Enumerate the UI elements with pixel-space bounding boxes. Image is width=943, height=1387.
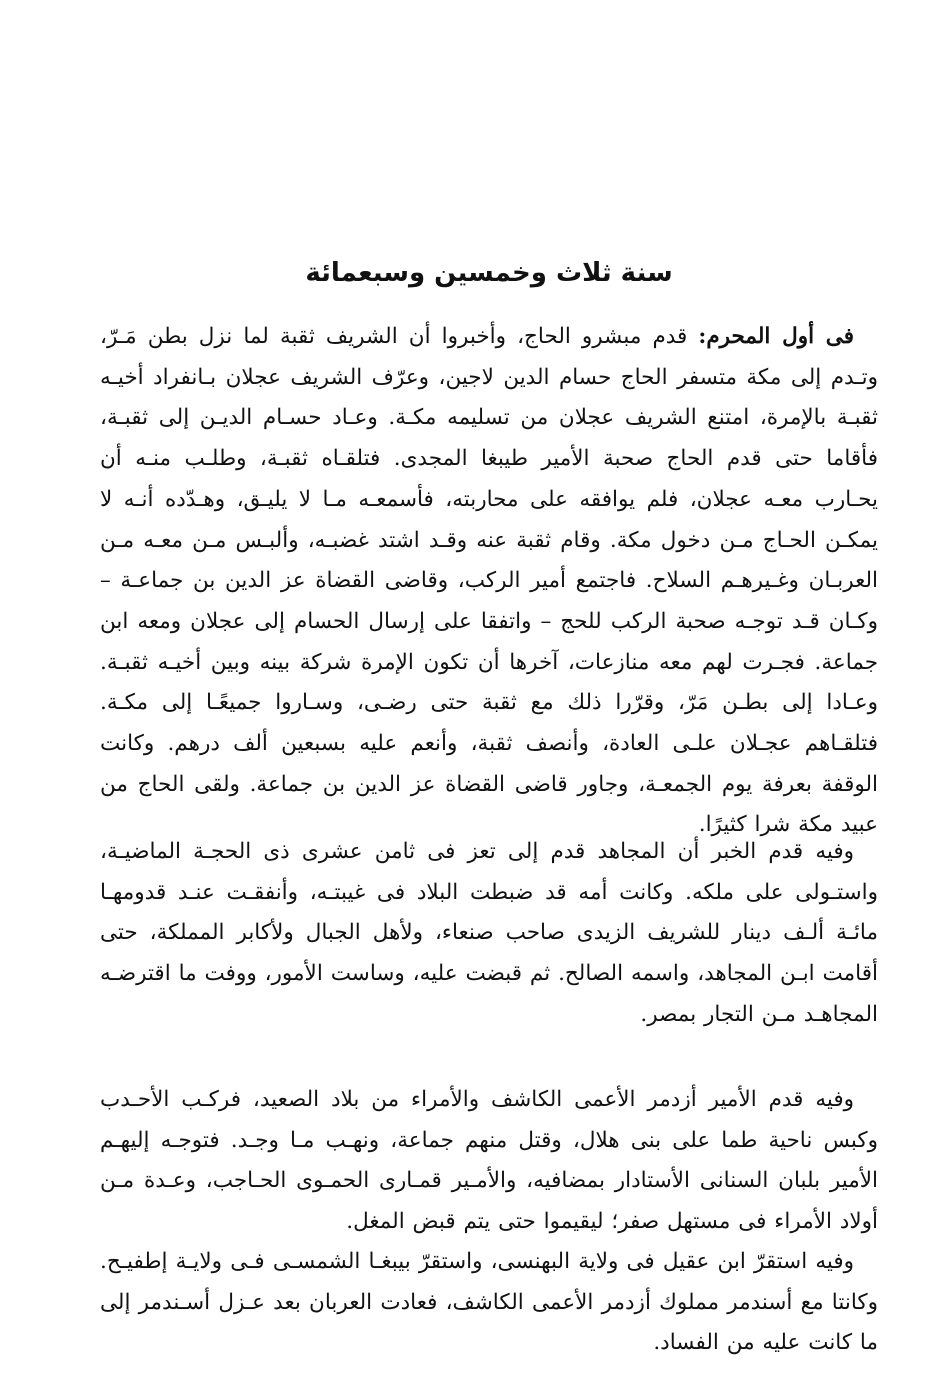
paragraph-text: وفيه استقرّ ابن عقيل فى ولاية البهنسى، واستقرّ بيبغـا الشمسـى فـى ولايـة إطفيـح. وكانتا مع أسندمر مملوك أزدمر الأعمى الكاشف، فعادت العربان بعد عـزل أسـندمر إلى ما كانت عليه من الفساد. [100, 1249, 878, 1356]
paragraph-muharram [100, 317, 878, 846]
paragraph-ibn-aqil [100, 1242, 878, 1364]
paragraph-mujahid [100, 832, 878, 1036]
paragraph-text: وفيه قدم الخبر أن المجاهد قدم إلى تعز فى ثامن عشرى ذى الحجـة الماضيـة، واستـولى على ملكه. وكانت أمه قد ضبطت البلاد فى غيبتـه، وأنفقـت عنـد قدومهـا مائـة ألـف دينار للشريف الزيدى صاحب صنعاء، ولأهل الجبال ولأكابر المملكة، حتى أقامت ابـن المجاهد، واسمه الصالح. ثم قبضت عليه، وساست الأمور، ووفت ما اقترضـه المجاهـد مـن التجار بمصر. [100, 839, 878, 1027]
paragraph-text: وفيه قدم الأمير أزدمر الأعمى الكاشف والأمراء من بلاد الصعيد، فركـب الأحـدب وكبس ناحية طما على بنى هلال، وقتل منهم جماعة، ونهـب مـا وجـد. فتوجـه إليهـم الأمير بلبان السنانى الأستادار بمضافيه، والأمـير قمـارى الحمـوى الحـاجب، وعـدة مـن أولاد الأمراء فى مستهل صفر؛ ليقيموا حتى يتم قبض المغل. [100, 1087, 878, 1235]
paragraph-azdamur [100, 1080, 878, 1243]
paragraph-lead: فى أول المحرم: [698, 324, 854, 349]
book-page [100, 0, 878, 1387]
chapter-title: سنة ثلاث وخمسين وسبعمائة [305, 258, 673, 288]
paragraph-text: قدم مبشرو الحاج، وأخبروا أن الشريف ثقبة لما نزل بطن مَـرّ، وتـدم إلى مكة متسفر الحاج حسام الدين لاجين، وعرّف الشريف عجلان بـانفراد أخيـه ثقبـة بالإمرة، امتنع الشريف عجلان من تسليمه مكـة. وعـاد حسـام الديـن إلى ثقبـة، فأقاما حتى قدم الحاج صحبة الأمير طيبغا المجدى. فتلقـاه ثقبـة، وطلـب منـه أن يحـارب معـه عجلان، فلم يوافقه على محاربته، فأسمعـه مـا لا يليـق، وهـدّده أنـه لا يمكـن الحـاج مـن دخول مكة. وقام ثقبة عنه وقـد اشتد غضبـه، وألبـس مـن معـه مـن العربـان وغـيرهـم السلاح. فاجتمع أمير الركب، وقاضى القضاة عز الدين بن جماعـة – وكـان قـد توجـه صحبة الركب للحج – واتفقا على إرسال الحسام إلى عجلان ومعه ابن جماعة. فجـرت لهم معه منازعات، آخرها أن تكون الإمرة شركة بينه وبين أخيـه ثقبـة. وعـادا إلى بطـن مَرّ، وقرّرا ذلك مع ثقبة حتى رضـى، وسـاروا جميعًـا إلى مكـة. فتلقـاهم عجـلان علـى العادة، وأنصف ثقبة، وأنعم عليه بسبعين ألف درهم. وكانت الوقفة بعرفة يوم الجمعـة، وجاور قاضى القضاة عز الدين بن جماعة. ولقى الحاج من عبيد مكة شرا كثيرًا. [100, 324, 878, 838]
